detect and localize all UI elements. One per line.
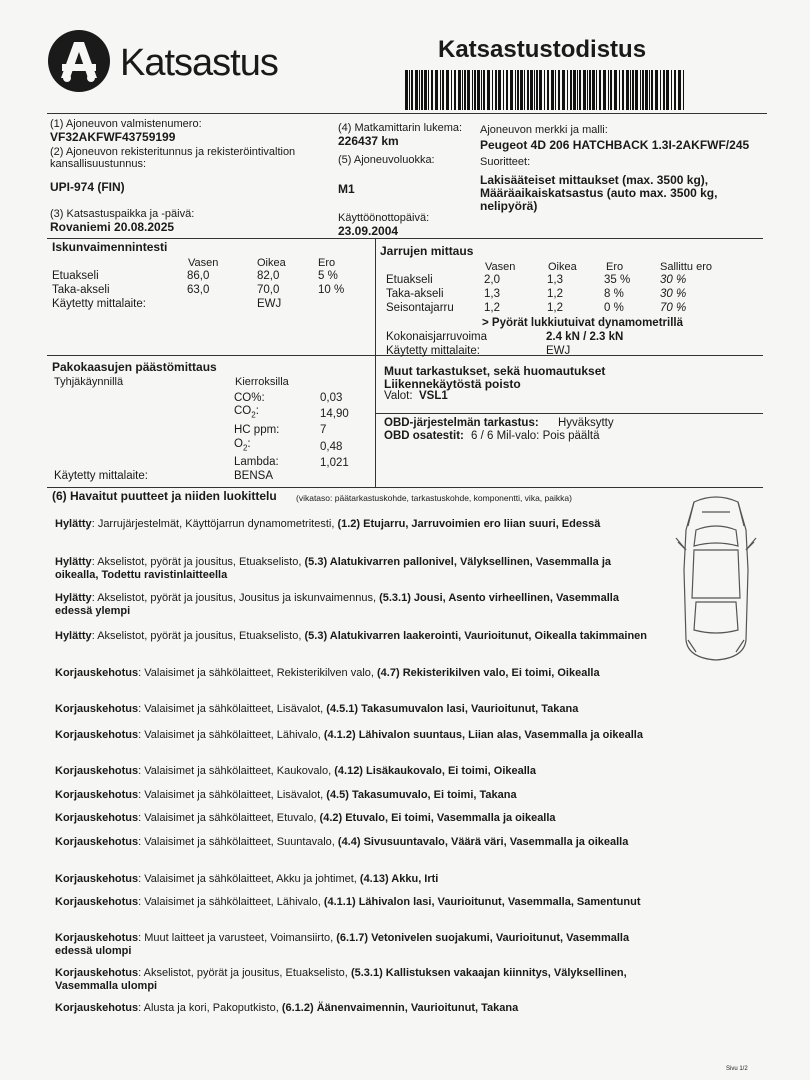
barcode-bar [503, 70, 504, 110]
barcode-bar [483, 70, 485, 110]
brakes-row-allowed: 70 % [660, 302, 687, 314]
defect-severity: Korjauskehotus [55, 967, 139, 979]
brakes-note: > Pyörät lukkiutuivat dynamometrillä [482, 317, 683, 329]
brakes-row-name: Taka-akseli [386, 288, 444, 300]
barcode-bar [536, 70, 538, 110]
brakes-total-value: 2.4 kN / 2.3 kN [546, 331, 624, 343]
defect-item: Korjauskehotus: Valaisimet ja sähkölaitteet, Suuntavalo, (4.4) Sivusuuntavalo, Väärä väri, Vasemmalla ja oikealla [55, 836, 629, 848]
barcode-bar [587, 70, 588, 110]
defect-item: Hylätty: Jarrujärjestelmät, Käyttöjarrun dynamometritesti, (1.2) Etujarru, Jarruvoimien ero liian suuri, Edessä [55, 518, 601, 530]
barcode-bar [555, 70, 556, 110]
defect-severity: Korjauskehotus [55, 873, 139, 885]
page-number: Sivu 1/2 [726, 1066, 748, 1072]
defect-description: (5.3.1) Jousi, Asento virheellinen, Vasemmalla edessä ylempi [55, 592, 619, 617]
defect-severity: Korjauskehotus [55, 765, 139, 777]
defect-severity: Korjauskehotus [55, 789, 139, 801]
emission-name: $O_2$: [234, 438, 251, 453]
barcode-bar [614, 70, 617, 110]
barcode-bar [678, 70, 681, 110]
barcode-bar [547, 70, 549, 110]
barcode-bar [562, 70, 565, 110]
defect-severity: Korjauskehotus [55, 667, 139, 679]
barcode-bar [510, 70, 513, 110]
barcode-bar [454, 70, 456, 110]
brakes-header-diff: Ero [606, 261, 624, 273]
defect-item: Korjauskehotus: Valaisimet ja sähkölaitteet, Lähivalo, (4.1.1) Lähivalon lasi, Vaurioitunut, Vasemmalla, Samentunut [55, 896, 641, 908]
barcode [405, 70, 687, 110]
defect-severity: Korjauskehotus [55, 812, 139, 824]
barcode-bar [442, 70, 444, 110]
measure-bottom-rule [47, 487, 763, 488]
barcode-bar [472, 70, 473, 110]
performed-label: Suoritteet: [480, 156, 531, 168]
emissions-rpm-label: Kierroksilla [235, 376, 289, 388]
document-title: Katsastustodistus [438, 36, 647, 63]
barcode-bar [567, 70, 568, 110]
barcode-bar [440, 70, 441, 110]
obd-label: OBD-järjestelmän tarkastus: [384, 417, 539, 429]
shock-device-value: EWJ [257, 298, 282, 310]
barcode-bar [421, 70, 423, 110]
place-value: Rovaniemi 20.08.2025 [50, 220, 175, 234]
barcode-bar [481, 70, 482, 110]
barcode-bar [608, 70, 609, 110]
header-divider [47, 113, 767, 114]
defect-description: (5.3) Alatukivarren pallonivel, Välyksellinen, Vasemmalla ja oikealla, Todettu ravistinlaitteella [55, 556, 612, 581]
defect-path: Valaisimet ja sähkölaitteet, Lähivalo, [144, 896, 321, 908]
other-lights-value: VSL1 [419, 390, 448, 402]
barcode-bar [506, 70, 508, 110]
barcode-bar [683, 70, 684, 110]
defect-path: Akselistot, pyörät ja jousitus, Etuakselisto, [97, 630, 302, 642]
brakes-row-left: 1,3 [484, 288, 500, 300]
barcode-bar [428, 70, 429, 110]
brakes-title: Jarrujen mittaus [380, 244, 474, 258]
first-use-label: Käyttöönottopäivä: [338, 212, 430, 224]
barcode-bar [462, 70, 463, 110]
barcode-bar [477, 70, 480, 110]
brakes-row-name: Etuakseli [386, 274, 433, 286]
barcode-bar [492, 70, 493, 110]
defect-description: (4.2) Etuvalo, Ei toimi, Vasemmalla ja oikealla [319, 812, 556, 824]
defects-title: (6) Havaitut puutteet ja niiden luokittelu [52, 489, 277, 503]
barcode-bar [487, 70, 490, 110]
shock-row-name: Taka-akseli [52, 284, 110, 296]
brakes-header-allowed: Sallittu ero [660, 261, 712, 273]
brakes-device-value: EWJ [546, 345, 571, 357]
other-title: Muut tarkastukset, sekä huomautukset [384, 364, 606, 378]
brakes-row-left: 2,0 [484, 274, 500, 286]
defect-description: (4.13) Akku, Irti [359, 873, 439, 885]
shock-header-diff: Ero [318, 257, 336, 269]
defect-description: (4.4) Sivusuuntavalo, Väärä väri, Vasemmalla ja oikealla [337, 836, 629, 848]
defect-item: Korjauskehotus: Alusta ja kori, Pakoputkisto, (6.1.2) Äänenvaimennin, Vaurioitunut, Takana [55, 1002, 519, 1014]
barcode-bar [583, 70, 586, 110]
defect-description: (1.2) Etujarru, Jarruvoimien ero liian suuri, Edessä [337, 518, 601, 530]
odometer-value: 226437 km [338, 134, 399, 148]
vin-value: VF32AKFWF43759199 [50, 130, 176, 144]
barcode-bar [446, 70, 449, 110]
barcode-bar [619, 70, 620, 110]
defect-item: Korjauskehotus: Muut laitteet ja varusteet, Voimansiirto, (6.1.7) Vetonivelen suojakumi, Vaurioitunut, Vasemmalla edessä ulompi [55, 932, 630, 957]
shock-device-label: Käytetty mittalaite: [52, 298, 146, 310]
emission-value: 7 [320, 424, 327, 436]
barcode-bar [632, 70, 634, 110]
barcode-bar [464, 70, 466, 110]
defect-item: Korjauskehotus: Valaisimet ja sähkölaitteet, Akku ja johtimet, (4.13) Akku, Irti [55, 873, 439, 885]
shock-row-left: 86,0 [187, 270, 210, 282]
obd-sub-label: OBD osatestit: [384, 430, 464, 442]
defect-path: Jarrujärjestelmät, Käyttöjarrun dynamometritesti, [97, 518, 335, 530]
place-label: (3) Katsastuspaikka ja -päivä: [50, 208, 195, 220]
defect-description: (4.7) Rekisterikilven valo, Ei toimi, Oikealla [377, 667, 600, 679]
defect-item: Korjauskehotus: Valaisimet ja sähkölaitteet, Lähivalo, (4.1.2) Lähivalon suuntaus, Liian alas, Vasemmalla ja oikealla [55, 729, 643, 741]
brakes-device-label: Käytetty mittalaite: [386, 345, 480, 357]
defect-path: Valaisimet ja sähkölaitteet, Etuvalo, [144, 812, 317, 824]
barcode-bar [596, 70, 597, 110]
shock-row-left: 63,0 [187, 284, 210, 296]
barcode-bar [424, 70, 427, 110]
defect-severity: Korjauskehotus [55, 729, 139, 741]
barcode-bar [558, 70, 560, 110]
barcode-bar [570, 70, 572, 110]
defect-item: Hylätty: Akselistot, pyörät ja jousitus, Jousitus ja iskunvaimennus, (5.3.1) Jousi, Asento virheellinen, Vasemmalla edessä ylempi [55, 592, 619, 617]
defect-description: (5.3.1) Kallistuksen vakaajan kiinnitys, Välyksellinen, Vasemmalla ulompi [55, 967, 627, 992]
class-value: M1 [338, 182, 355, 196]
barcode-bar [458, 70, 461, 110]
brakes-row-allowed: 30 % [660, 288, 687, 300]
barcode-bar [527, 70, 529, 110]
barcode-bar [520, 70, 523, 110]
emission-value: 1,021 [320, 457, 349, 469]
defect-description: (4.5.1) Takasumuvalon lasi, Vaurioitunut, Takana [326, 703, 579, 715]
defect-description: (4.1.2) Lähivalon suuntaus, Liian alas, Vasemmalla ja oikealla [323, 729, 643, 741]
barcode-bar [674, 70, 676, 110]
barcode-bar [474, 70, 476, 110]
brakes-row-allowed: 30 % [660, 274, 687, 286]
make-label: Ajoneuvon merkki ja malli: [480, 124, 608, 136]
barcode-bar [635, 70, 638, 110]
defect-path: Valaisimet ja sähkölaitteet, Lisävalot, [144, 789, 324, 801]
barcode-bar [530, 70, 533, 110]
barcode-bar [534, 70, 535, 110]
other-removal: Liikennekäytöstä poisto [384, 377, 521, 391]
shock-row-right: 82,0 [257, 270, 280, 282]
emission-value: 14,90 [320, 408, 349, 420]
shock-row-right: 70,0 [257, 284, 280, 296]
defect-path: Akselistot, pyörät ja jousitus, Etuakselisto, [143, 967, 348, 979]
emission-name: CO%: [234, 392, 265, 404]
brakes-row-diff: 8 % [604, 288, 624, 300]
barcode-bar [544, 70, 545, 110]
emission-name: $CO_2$: [234, 405, 259, 420]
defect-item: Korjauskehotus: Valaisimet ja sähkölaitteet, Lisävalot, (4.5.1) Takasumuvalon lasi, Vaurioitunut, Takana [55, 703, 579, 715]
barcode-bar [660, 70, 661, 110]
first-use-value: 23.09.2004 [338, 224, 399, 238]
emissions-device-value: BENSA [234, 470, 273, 482]
brakes-row-right: 1,2 [547, 302, 563, 314]
performed-line-1: Lakisääteiset mittaukset (max. 3500 kg), [480, 173, 709, 187]
emission-value: 0,48 [320, 441, 343, 453]
defect-severity: Korjauskehotus [55, 932, 139, 944]
barcode-bar [451, 70, 452, 110]
barcode-bar [419, 70, 420, 110]
barcode-bar [573, 70, 576, 110]
brakes-header-left: Vasen [485, 261, 516, 273]
defect-item: Korjauskehotus: Akselistot, pyörät ja jousitus, Etuakselisto, (5.3.1) Kallistuksen vakaajan kiinnitys, Välyksellinen, Vasemmalla ulompi [55, 967, 627, 992]
brakes-header-right: Oikea [548, 261, 577, 273]
performed-line-2: Määräaikaiskatsastus (auto max. 3500 kg, [480, 186, 718, 200]
shock-title: Iskunvaimennintesti [52, 240, 168, 254]
defect-item: Korjauskehotus: Valaisimet ja sähkölaitteet, Lisävalot, (4.5) Takasumuvalo, Ei toimi, Takana [55, 789, 517, 801]
barcode-bar [640, 70, 641, 110]
registration-label: (2) Ajoneuvon rekisteritunnus ja rekisteröintivaltion kansallisuustunnus: [50, 146, 296, 170]
defect-description: (6.1.2) Äänenvaimennin, Vaurioitunut, Takana [281, 1002, 519, 1014]
barcode-bar [495, 70, 497, 110]
emission-value: 0,03 [320, 392, 343, 404]
defect-severity: Hylätty [55, 592, 92, 604]
emissions-idle-label: Tyhjäkäynnillä [54, 376, 124, 388]
barcode-bar [415, 70, 418, 110]
measure-top-rule [47, 238, 763, 239]
barcode-bar [603, 70, 606, 110]
barcode-bar [435, 70, 438, 110]
class-label: (5) Ajoneuvoluokka: [338, 154, 435, 166]
barcode-bar [642, 70, 644, 110]
other-mid-rule [376, 413, 763, 414]
defect-path: Valaisimet ja sähkölaitteet, Rekisterikilven valo, [144, 667, 374, 679]
barcode-bar [666, 70, 669, 110]
registration-value: UPI-974 (FIN) [50, 180, 125, 194]
defect-path: Valaisimet ja sähkölaitteet, Lähivalo, [144, 729, 321, 741]
barcode-bar [649, 70, 650, 110]
barcode-bar [467, 70, 470, 110]
defect-severity: Korjauskehotus [55, 836, 139, 848]
defect-description: (4.12) Lisäkaukovalo, Ei toimi, Oikealla [334, 765, 536, 777]
obd-value: Hyväksytty [558, 417, 614, 429]
barcode-bar [592, 70, 595, 110]
defect-description: (6.1.7) Vetonivelen suojakumi, Vaurioitunut, Vasemmalla edessä ulompi [55, 932, 630, 957]
barcode-bar [409, 70, 410, 110]
defect-item: Korjauskehotus: Valaisimet ja sähkölaitteet, Etuvalo, (4.2) Etuvalo, Ei toimi, Vasemmalla ja oikealla [55, 812, 556, 824]
obd-sub-value: 6 / 6 Mil-valo: Pois päältä [471, 430, 600, 442]
defect-path: Alusta ja kori, Pakoputkisto, [143, 1002, 279, 1014]
barcode-bar [626, 70, 629, 110]
brakes-row-left: 1,2 [484, 302, 500, 314]
car-outline-diagram [666, 490, 766, 670]
barcode-bar [515, 70, 516, 110]
defect-severity: Korjauskehotus [55, 703, 139, 715]
barcode-bar [431, 70, 433, 110]
defect-description: (4.5) Takasumuvalo, Ei toimi, Takana [326, 789, 517, 801]
defect-severity: Korjauskehotus [55, 896, 139, 908]
make-value: Peugeot 4D 206 HATCHBACK 1.3I-2AKFWF/245 [480, 138, 750, 152]
defect-item: Hylätty: Akselistot, pyörät ja jousitus, Etuakselisto, (5.3) Alatukivarren laakerointi, Vaurioitunut, Oikealla takimmainen [55, 630, 648, 642]
emission-name: Lambda: [234, 456, 279, 468]
defect-severity: Korjauskehotus [55, 1002, 139, 1014]
performed-line-3: nelipyörä) [480, 199, 538, 213]
barcode-bar [671, 70, 672, 110]
defect-path: Valaisimet ja sähkölaitteet, Akku ja johtimet, [144, 873, 357, 885]
defect-path: Akselistot, pyörät ja jousitus, Etuakselisto, [97, 556, 302, 568]
barcode-bar [577, 70, 578, 110]
brand-name: Katsastus [120, 42, 278, 84]
barcode-bar [651, 70, 653, 110]
brakes-row-diff: 35 % [604, 274, 631, 286]
barcode-bar [630, 70, 631, 110]
other-lights-label: Valot: [384, 390, 413, 402]
barcode-bar [663, 70, 665, 110]
vin-label: (1) Ajoneuvon valmistenumero: [50, 118, 202, 130]
barcode-bar [498, 70, 501, 110]
barcode-bar [411, 70, 413, 110]
defect-description: (5.3) Alatukivarren laakerointi, Vaurioitunut, Oikealla takimmainen [304, 630, 648, 642]
barcode-bar [539, 70, 542, 110]
defect-item: Hylätty: Akselistot, pyörät ja jousitus, Etuakselisto, (5.3) Alatukivarren pallonivel, Välyksellinen, Vasemmalla ja oikealla, Todettu ravistinlaitteella [55, 556, 612, 581]
barcode-bar [405, 70, 408, 110]
defect-path: Valaisimet ja sähkölaitteet, Kaukovalo, [144, 765, 332, 777]
defect-severity: Hylätty [55, 556, 92, 568]
defect-path: Valaisimet ja sähkölaitteet, Suuntavalo, [144, 836, 335, 848]
brakes-row-name: Seisontajarru [386, 302, 454, 314]
defect-path: Akselistot, pyörät ja jousitus, Jousitus ja iskunvaimennus, [97, 592, 377, 604]
barcode-bar [645, 70, 648, 110]
barcode-bar [579, 70, 581, 110]
shock-row-diff: 10 % [318, 284, 345, 296]
defect-item: Korjauskehotus: Valaisimet ja sähkölaitteet, Rekisterikilven valo, (4.7) Rekisterikilven valo, Ei toimi, Oikealla [55, 667, 600, 679]
measure-center-divider [375, 238, 376, 488]
emission-name: HC ppm: [234, 424, 280, 436]
barcode-bar [610, 70, 612, 110]
defect-path: Muut laitteet ja varusteet, Voimansiirto, [144, 932, 334, 944]
katsastus-logo-icon [46, 28, 112, 94]
barcode-bar [589, 70, 591, 110]
brakes-row-right: 1,2 [547, 288, 563, 300]
brakes-row-diff: 0 % [604, 302, 624, 314]
barcode-bar [622, 70, 624, 110]
defect-item: Korjauskehotus: Valaisimet ja sähkölaitteet, Kaukovalo, (4.12) Lisäkaukovalo, Ei toimi, Oikealla [55, 765, 536, 777]
brakes-total-label: Kokonaisjarruvoima [386, 331, 487, 343]
defects-subtitle: (vikataso: päätarkastuskohde, tarkastuskohde, komponentti, vika, paikka) [296, 493, 572, 503]
defect-path: Valaisimet ja sähkölaitteet, Lisävalot, [144, 703, 324, 715]
shock-header-left: Vasen [188, 257, 219, 269]
defect-severity: Hylätty [55, 518, 92, 530]
defect-severity: Hylätty [55, 630, 92, 642]
barcode-bar [517, 70, 519, 110]
defect-description: (4.1.1) Lähivalon lasi, Vaurioitunut, Vasemmalla, Samentunut [323, 896, 641, 908]
odometer-label: (4) Matkamittarin lukema: [338, 122, 463, 134]
shock-header-right: Oikea [257, 257, 286, 269]
barcode-bar [655, 70, 658, 110]
emissions-title: Pakokaasujen päästömittaus [52, 360, 217, 374]
brakes-row-right: 1,3 [547, 274, 563, 286]
barcode-bar [524, 70, 525, 110]
barcode-bar [599, 70, 601, 110]
emissions-device-label: Käytetty mittalaite: [54, 470, 148, 482]
shock-row-diff: 5 % [318, 270, 338, 282]
barcode-bar [551, 70, 554, 110]
shock-row-name: Etuakseli [52, 270, 99, 282]
